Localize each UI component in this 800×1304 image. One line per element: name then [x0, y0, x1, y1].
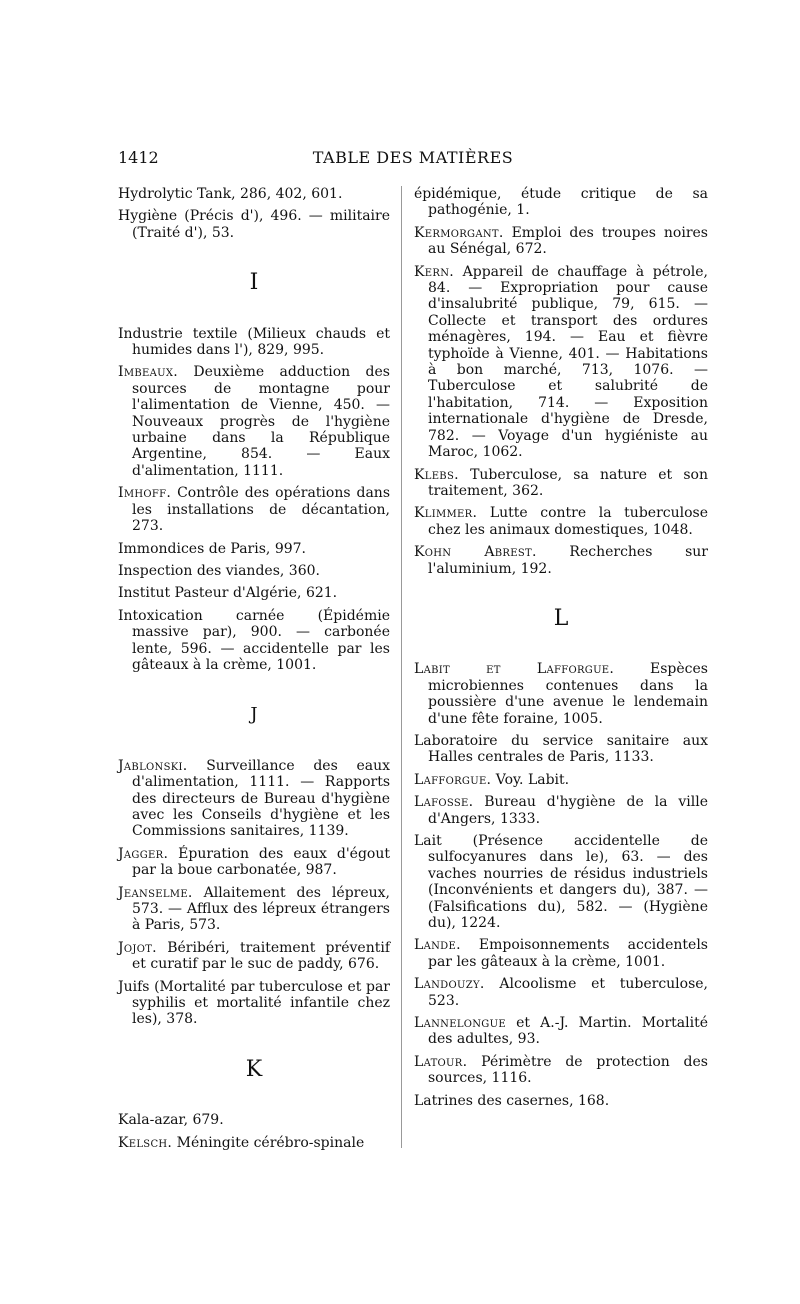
entry-text: Empoisonnements accidentels par les gâteaux à la crème, 1001.: [428, 937, 708, 970]
index-entry: [118, 1135, 390, 1151]
index-entry: [414, 467, 708, 500]
section-letter-j: J: [250, 704, 258, 726]
entry-text: Hygiène (Précis d'), 496. — militaire (Traité d'), 53.: [118, 208, 390, 241]
entry-author: Lafforgue.: [414, 771, 492, 788]
page-header: [118, 148, 708, 172]
entry-text: Deuxième adduction des sources de montagne pour l'alimentation de Vienne, 450. — Nouveaux progrès de l'hygiène urbaine dans la République Argentine, 854. — Eaux d'alimentation, 1111.: [132, 364, 390, 479]
entry-text: Périmètre de protection des sources, 1116.: [428, 1053, 708, 1087]
index-entry: [414, 976, 708, 1009]
entry-text: Kala-azar, 679.: [118, 1112, 224, 1129]
index-entry: [414, 937, 708, 970]
index-entry: [414, 1054, 708, 1087]
entry-text: Emploi des troupes noires au Sénégal, 672.: [428, 224, 708, 258]
entry-text: Allaitement des lépreux, 573. — Afflux des lépreux étrangers à Paris, 573.: [132, 884, 390, 934]
entry-author: Lande.: [414, 937, 461, 954]
entry-text: Hydrolytic Tank, 286, 402, 601.: [118, 186, 343, 202]
entry-author: Klebs.: [414, 466, 459, 483]
entry-author: Lannelongue: [414, 1015, 506, 1032]
entry-text: Latrines des casernes, 168.: [414, 1092, 610, 1109]
entry-text: Épuration des eaux d'égout par la boue carbonatée, 987.: [132, 845, 390, 879]
column-divider: [401, 186, 402, 1148]
left-column: [118, 186, 390, 1157]
entry-text: Institut Pasteur d'Algérie, 621.: [118, 585, 338, 602]
entry-author: Lafosse.: [414, 794, 474, 811]
entry-author: Kern.: [414, 263, 454, 280]
index-entry: [118, 364, 390, 479]
entry-text: Espèces microbiennes contenues dans la poussière d'une avenue le lendemain d'une fête foraine, 1005.: [428, 661, 708, 727]
index-entry: [118, 485, 390, 534]
index-entry: [414, 544, 708, 577]
section-letter-k: K: [245, 1056, 263, 1082]
entry-author: Imhoff.: [118, 485, 172, 502]
entry-text: Immondices de Paris, 997.: [118, 540, 306, 557]
section-letter-i: I: [249, 270, 259, 296]
index-entry: [118, 585, 390, 601]
entry-text: Recherches sur l'aluminium, 192.: [428, 544, 708, 577]
index-entry: [414, 505, 708, 538]
index-entry: [118, 885, 390, 934]
right-column: [414, 186, 708, 1115]
entry-author: Kelsch.: [118, 1134, 173, 1151]
index-entry: [118, 979, 390, 1028]
entry-author: Jablonski.: [118, 757, 188, 774]
running-title: TABLE DES MATIÈRES: [312, 148, 514, 167]
page-number: 1412: [118, 148, 159, 167]
index-entry: [414, 772, 708, 788]
entry-author: Landouzy.: [414, 976, 485, 993]
entry-text: et A.-J. Martin. Mortalité des adultes, 93.: [428, 1015, 708, 1048]
entry-text: Voy. Labit.: [491, 771, 570, 788]
index-entry: [414, 186, 708, 219]
index-entry: [414, 733, 708, 766]
entry-text: Alcoolisme et tuberculose, 523.: [428, 976, 708, 1009]
index-entry: [118, 326, 390, 359]
index-entry: [414, 1015, 708, 1048]
index-entry: [414, 225, 708, 258]
entry-text: épidémique, étude critique de sa pathogénie, 1.: [414, 186, 708, 219]
entry-text: Laboratoire du service sanitaire aux Halles centrales de Paris, 1133.: [414, 732, 708, 766]
index-entry: [118, 186, 390, 202]
entry-author: Jagger.: [118, 845, 169, 862]
index-entry: [118, 608, 390, 674]
entry-text: Lutte contre la tuberculose chez les animaux domestiques, 1048.: [428, 505, 708, 538]
index-entry: [118, 563, 390, 579]
index-entry: [414, 661, 708, 727]
entry-author: Imbeaux.: [118, 364, 179, 381]
index-entry: [118, 758, 390, 840]
index-entry: [414, 794, 708, 827]
entry-author: Klimmer.: [414, 505, 478, 522]
section-letter-l: L: [553, 605, 569, 631]
entry-text: Bureau d'hygiène de la ville d'Angers, 1333.: [428, 794, 708, 827]
index-entry: [118, 1112, 390, 1128]
entry-text: Contrôle des opérations dans les installations de décantation, 273.: [132, 485, 390, 535]
entry-text: Béribéri, traitement préventif et curatif par le suc de paddy, 676.: [132, 939, 390, 973]
index-entry: [118, 541, 390, 557]
entry-author: Latour.: [414, 1053, 468, 1070]
entry-text: Tuberculose, sa nature et son traitement, 362.: [428, 466, 708, 499]
index-entry: [118, 846, 390, 879]
entry-text: Méningite cérébro-spinale: [172, 1134, 365, 1151]
index-entry: [414, 264, 708, 461]
index-entry: [118, 940, 390, 973]
entry-author: Labit et Lafforgue.: [414, 661, 615, 678]
index-entry: [414, 833, 708, 931]
entry-text: Surveillance des eaux d'alimentation, 1111. — Rapports des directeurs de Bureau d'hygiène avec les Conseils d'hygiène et les Commissions sanitaires, 1139.: [132, 757, 390, 840]
entry-author: Jojot.: [118, 939, 157, 956]
entry-text: Lait (Présence accidentelle de sulfocyanures dans le), 63. — des vaches nourries de résidus industriels (Inconvénients et dangers du), 387. — (Falsifications du), 582. — (Hygiène du), 1224.: [414, 833, 708, 932]
entry-text: Industrie textile (Milieux chauds et humides dans l'), 829, 995.: [118, 325, 390, 359]
entry-text: Inspection des viandes, 360.: [118, 562, 320, 579]
entry-text: Juifs (Mortalité par tuberculose et par syphilis et mortalité infantile chez les), 378.: [118, 978, 390, 1028]
entry-text: Appareil de chauffage à pétrole, 84. — Expropriation pour cause d'insalubrité publique, 79, 615. — Collecte et transport des ordures ménagères, 194. — Eau et fièvre typhoïde à Vienne, 401. — Habitations à bon marché, 713, 1076. — Tuberculose et salubrité de l'habitation, 714. — Exposition internationale d'hygiène de Dresde, 782. — Voyage d'un hygiéniste au Maroc, 1062.: [428, 263, 708, 461]
index-entry: [414, 1093, 708, 1109]
entry-author: Jeanselme.: [118, 884, 193, 901]
entry-author: Kohn Abrest.: [414, 544, 537, 561]
entry-text: Intoxication carnée (Épidémie massive par), 900. — carbonée lente, 596. — accidentelle par les gâteaux à la crème, 1001.: [118, 607, 390, 673]
entry-author: Kermorgant.: [414, 224, 504, 241]
index-entry: [118, 208, 390, 241]
